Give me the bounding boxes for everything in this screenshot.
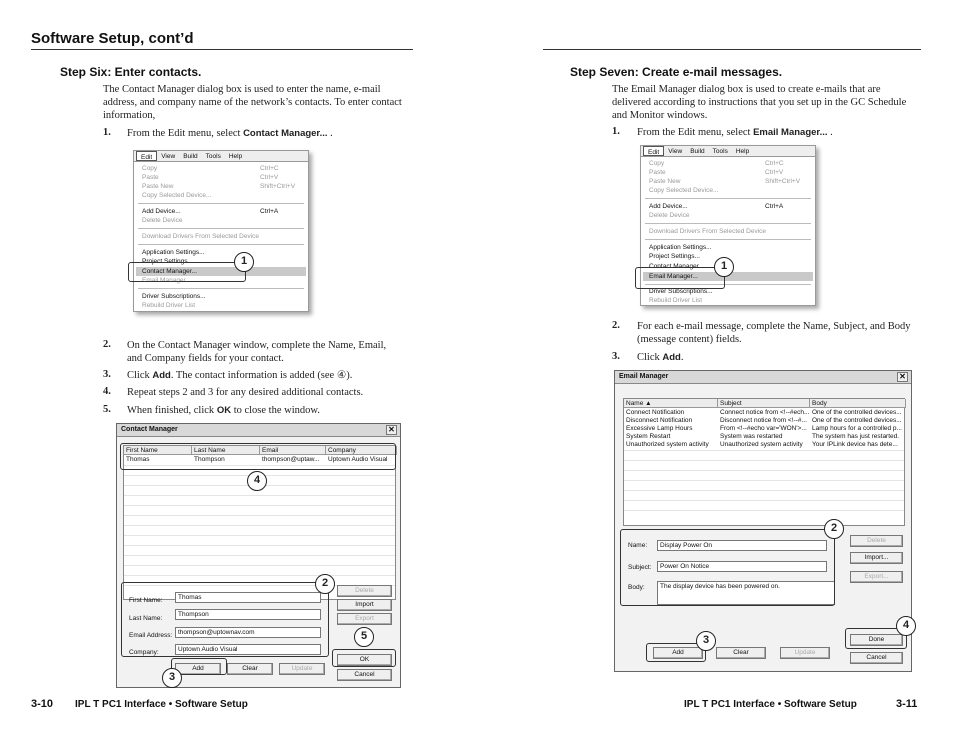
- item-number: 3.: [103, 369, 111, 380]
- cell[interactable]: Lamp hours for a controlled p...: [812, 425, 902, 432]
- menu-help[interactable]: Help: [228, 153, 243, 160]
- callout-box-2: [620, 529, 835, 606]
- gridline: [624, 510, 904, 511]
- cell[interactable]: Unauthorized system activity: [720, 441, 803, 448]
- menu-item-rebuild-driver-list[interactable]: Rebuild Driver List: [649, 297, 703, 304]
- cell[interactable]: Unauthorized system activity: [626, 441, 709, 448]
- name-input[interactable]: Display Power On: [657, 540, 827, 551]
- menu-item-contact-manager[interactable]: Contact Manager...: [142, 268, 197, 275]
- delete-button[interactable]: Delete: [337, 585, 392, 597]
- gridline: [124, 545, 395, 546]
- shortcut: Ctrl+C: [260, 165, 279, 172]
- cell[interactable]: Disconnect Notification: [626, 417, 693, 424]
- menu-item-copy[interactable]: Copy: [142, 165, 158, 172]
- list-item: On the Contact Manager window, complete the Name, Email, and Company fields for your contact.: [127, 340, 387, 364]
- menu-item-paste-new[interactable]: Paste New: [142, 183, 174, 190]
- menu-item-paste[interactable]: Paste: [649, 169, 666, 176]
- menu-build[interactable]: Build: [183, 153, 198, 160]
- menu-separator: [645, 223, 811, 224]
- menu-item-application-settings[interactable]: Application Settings...: [142, 249, 205, 256]
- shortcut: Ctrl+V: [765, 169, 784, 176]
- callout-box-2: [121, 582, 329, 657]
- menu-item-project-settings[interactable]: Project Settings...: [142, 258, 193, 265]
- callout-box-4: [120, 443, 396, 470]
- add-button[interactable]: Add: [653, 647, 703, 659]
- edit-menu-screenshot: [133, 150, 309, 312]
- cell[interactable]: System was restarted: [720, 433, 783, 440]
- cell[interactable]: Uptown Audio Visual: [328, 456, 388, 463]
- ok-button[interactable]: OK: [337, 654, 392, 666]
- clear-button[interactable]: Clear: [227, 663, 273, 675]
- menu-item-email-manager[interactable]: Email Manager...: [649, 273, 698, 280]
- done-button[interactable]: Done: [850, 634, 903, 646]
- menu-separator: [138, 244, 304, 245]
- header-rule: [543, 49, 921, 50]
- menu-view[interactable]: View: [161, 153, 176, 160]
- menu-item-contact-manager[interactable]: Contact Manager...: [649, 263, 704, 270]
- shortcut: Ctrl+A: [765, 203, 784, 210]
- cell[interactable]: Disconnect notice from <!--#...: [720, 417, 807, 424]
- cell[interactable]: One of the controlled devices...: [812, 409, 902, 416]
- column-header[interactable]: Subject: [718, 399, 810, 408]
- callout-4: 4: [247, 471, 267, 491]
- add-button[interactable]: Add: [175, 663, 221, 675]
- column-header[interactable]: First Name: [124, 446, 192, 455]
- shortcut: Ctrl+A: [260, 208, 279, 215]
- gridline: [624, 500, 904, 501]
- menu-item-add-device[interactable]: Add Device...: [142, 208, 181, 215]
- menu-item-paste[interactable]: Paste: [142, 174, 159, 181]
- email-manager-dialog: [614, 370, 912, 672]
- menu-item-project-settings[interactable]: Project Settings...: [649, 253, 700, 260]
- menu-item-download-drivers[interactable]: Download Drivers From Selected Device: [142, 233, 260, 240]
- menu-separator: [138, 228, 304, 229]
- gridline: [124, 555, 395, 556]
- item-number: 5.: [103, 404, 111, 415]
- menu-item-rebuild-driver-list[interactable]: Rebuild Driver List: [142, 302, 196, 309]
- menu-separator: [645, 198, 811, 199]
- email-input[interactable]: thompson@uptownav.com: [175, 627, 321, 638]
- step-six-intro: The Contact Manager dialog box is used to enter the name, e-mail address, and company name of the network’s contacts. To enter contact information,: [103, 84, 402, 121]
- gridline: [624, 450, 904, 451]
- menu-separator: [138, 288, 304, 289]
- list-item: When finished, click OK to close the window.: [127, 405, 320, 416]
- cell[interactable]: From <!--#echo var='WON'>...: [720, 425, 807, 432]
- menu-item-driver-subscriptions[interactable]: Driver Subscriptions...: [142, 293, 206, 300]
- menu-edit[interactable]: Edit: [643, 146, 664, 156]
- callout-2: 2: [824, 519, 844, 539]
- clear-button[interactable]: Clear: [716, 647, 766, 659]
- callout-2: 2: [315, 574, 335, 594]
- list-item: Click Add.: [637, 352, 684, 363]
- delete-button[interactable]: Delete: [850, 535, 903, 547]
- step-six-title: Step Six: Enter contacts.: [60, 65, 202, 79]
- footer-left: IPL T PC1 Interface • Software Setup: [75, 699, 248, 710]
- menu-item-delete-device[interactable]: Delete Device: [649, 212, 690, 219]
- subject-input[interactable]: Power On Notice: [657, 561, 827, 572]
- email-label: Email Address:: [129, 632, 173, 639]
- sort-ascending-icon: ▲: [645, 400, 652, 407]
- close-icon[interactable]: ✕: [386, 425, 397, 435]
- menu-item-application-settings[interactable]: Application Settings...: [649, 244, 712, 251]
- company-input[interactable]: Uptown Audio Visual: [175, 644, 321, 655]
- callout-1: 1: [714, 257, 734, 277]
- last-name-label: Last Name:: [129, 615, 163, 622]
- gridline: [624, 470, 904, 471]
- callout-5: 5: [354, 627, 374, 647]
- update-button[interactable]: Update: [780, 647, 830, 659]
- callout-box-5: [332, 649, 396, 667]
- cell[interactable]: Connect notice from <!--#ech...: [720, 409, 810, 416]
- first-name-label: First Name:: [129, 597, 163, 604]
- page-number-left: 3-10: [31, 698, 54, 710]
- shortcut: Ctrl+C: [765, 160, 784, 167]
- list-item: From the Edit menu, select Contact Manager... .: [127, 128, 333, 139]
- item-number: 2.: [103, 339, 111, 350]
- menu-tools[interactable]: Tools: [205, 153, 221, 160]
- step-seven-title: Step Seven: Create e-mail messages.: [570, 65, 783, 79]
- menu-item-email-manager[interactable]: Email Manager...: [142, 277, 191, 284]
- cancel-button[interactable]: Cancel: [337, 669, 392, 681]
- import-button[interactable]: Import: [337, 599, 392, 611]
- menu-item-delete-device[interactable]: Delete Device: [142, 217, 183, 224]
- callout-3: 3: [162, 668, 182, 688]
- menu-item-copy-selected[interactable]: Copy Selected Device...: [142, 192, 212, 199]
- list-item: Click Add. The contact information is added (see ④).: [127, 370, 353, 381]
- menu-item-paste-new[interactable]: Paste New: [649, 178, 681, 185]
- callout-box-1: [635, 267, 725, 289]
- gridline: [624, 460, 904, 461]
- name-label: Name:: [628, 542, 648, 549]
- menu-edit[interactable]: Edit: [136, 151, 157, 161]
- item-number: 4.: [103, 386, 111, 397]
- gridline: [124, 565, 395, 566]
- menu-item-driver-subscriptions[interactable]: Driver Subscriptions...: [649, 288, 713, 295]
- gridline: [624, 490, 904, 491]
- list-item: Repeat steps 2 and 3 for any desired additional contacts.: [127, 387, 364, 398]
- dialog-title: Email Manager: [619, 373, 669, 380]
- gridline: [124, 575, 395, 576]
- last-name-input[interactable]: Thompson: [175, 609, 321, 620]
- subject-label: Subject:: [628, 564, 652, 571]
- callout-1: 1: [234, 252, 254, 272]
- cell[interactable]: System Restart: [626, 433, 671, 440]
- first-name-input[interactable]: Thomas: [175, 592, 321, 603]
- item-number: 3.: [612, 351, 620, 362]
- menu-item-download-drivers[interactable]: Download Drivers From Selected Device: [649, 228, 767, 235]
- menu-build[interactable]: Build: [690, 148, 705, 155]
- column-header[interactable]: Email: [260, 446, 326, 455]
- menu-item-copy-selected[interactable]: Copy Selected Device...: [649, 187, 719, 194]
- item-number: 1.: [103, 127, 111, 138]
- callout-3: 3: [696, 631, 716, 651]
- cell[interactable]: Thomas: [126, 456, 150, 463]
- step-seven-intro: The Email Manager dialog box is used to create e-mails that are delivered according to instructions that you set up in the GC Schedule and Monitor windows.: [612, 84, 907, 121]
- body-textarea[interactable]: The display device has been powered on.: [657, 581, 835, 605]
- body-label: Body:: [628, 584, 645, 591]
- callout-box-1: [128, 262, 246, 282]
- header-rule: [31, 49, 413, 50]
- column-header[interactable]: Body: [810, 399, 906, 408]
- page-number-right: 3-11: [896, 698, 918, 710]
- gridline: [124, 525, 395, 526]
- cancel-button[interactable]: Cancel: [850, 652, 903, 664]
- item-number: 2.: [612, 320, 620, 331]
- email-list[interactable]: [623, 398, 905, 526]
- update-button[interactable]: Update: [279, 663, 325, 675]
- dialog-title: Contact Manager: [121, 426, 178, 433]
- import-button[interactable]: Import...: [850, 552, 903, 564]
- menu-view[interactable]: View: [668, 148, 683, 155]
- menu-item-add-device[interactable]: Add Device...: [649, 203, 688, 210]
- page-header: Software Setup, cont’d: [31, 30, 194, 47]
- column-header[interactable]: Name ▲: [624, 399, 718, 408]
- list-item: For each e-mail message, complete the Name, Subject, and Body (message content) fields.: [637, 321, 911, 345]
- shortcut: Ctrl+V: [260, 174, 279, 181]
- cell[interactable]: thompson@uptaw...: [262, 456, 320, 463]
- menu-separator: [138, 203, 304, 204]
- export-button[interactable]: Export...: [850, 571, 903, 583]
- shortcut: Shift+Ctrl+V: [765, 178, 801, 185]
- menu-tools[interactable]: Tools: [712, 148, 728, 155]
- menu-item-copy[interactable]: Copy: [649, 160, 665, 167]
- cell[interactable]: Excessive Lamp Hours: [626, 425, 693, 432]
- cell[interactable]: Your IPLink device has dete...: [812, 441, 898, 448]
- cell[interactable]: The system has just restarted.: [812, 433, 900, 440]
- item-number: 1.: [612, 126, 620, 137]
- company-label: Company:: [129, 649, 159, 656]
- shortcut: Shift+Ctrl+V: [260, 183, 296, 190]
- cell[interactable]: One of the controlled devices...: [812, 417, 902, 424]
- list-item: From the Edit menu, select Email Manager... .: [637, 127, 833, 138]
- cell[interactable]: Connect Notification: [626, 409, 685, 416]
- column-header[interactable]: Company: [326, 446, 397, 455]
- export-button[interactable]: Export: [337, 613, 392, 625]
- close-icon[interactable]: ✕: [897, 372, 908, 382]
- gridline: [124, 535, 395, 536]
- menu-separator: [645, 239, 811, 240]
- footer-right: IPL T PC1 Interface • Software Setup: [684, 699, 857, 710]
- column-header[interactable]: Last Name: [192, 446, 260, 455]
- gridline: [124, 515, 395, 516]
- cell[interactable]: Thompson: [194, 456, 225, 463]
- gridline: [624, 480, 904, 481]
- menu-help[interactable]: Help: [735, 148, 750, 155]
- gridline: [124, 505, 395, 506]
- gridline: [124, 495, 395, 496]
- callout-4: 4: [896, 616, 916, 636]
